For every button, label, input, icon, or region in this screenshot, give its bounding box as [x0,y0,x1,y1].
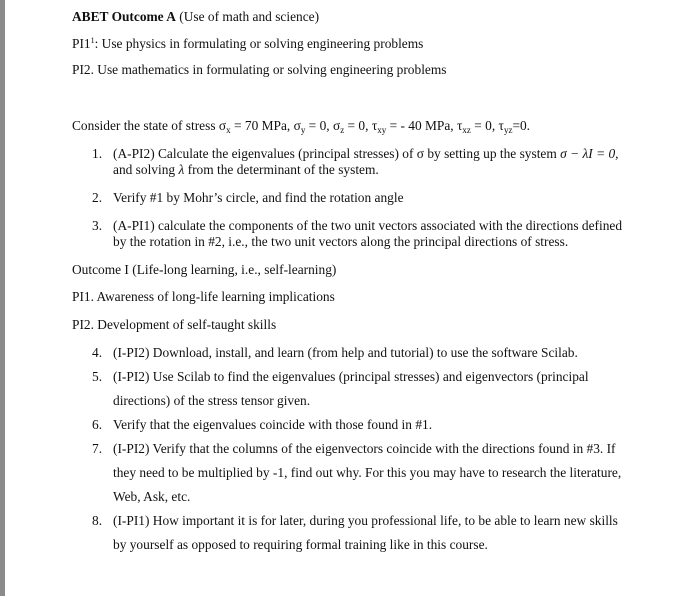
item-line: (I-PI2) Download, install, and learn (from help and tutorial) to use the software Scilab. [113,345,578,360]
item-number: 6. [92,417,103,432]
tau-xz-value: = 0, [470,118,499,133]
item-line: (I-PI2) Use Scilab to find the eigenvalues (principal stresses) and eigenvectors (principal [113,369,589,384]
tau-xz-sub: xz [462,125,471,135]
item-line: (I-PI2) Verify that the columns of the eigenvectors coincide with the directions found in #3. If [113,441,616,456]
item-number: 4. [92,345,103,360]
pi1-label: PI1 [72,36,91,51]
abet-outcome-a-heading [72,9,319,25]
sigma-x-value: = 70 MPa, [230,118,294,133]
item-line: Verify #1 by Mohr’s circle, and find the rotation angle [113,190,404,205]
sigma-x: σ [218,118,227,133]
pi1-text: : Use physics in formulating or solving engineering problems [94,36,424,51]
lambda-symbol: λ [178,162,185,177]
item-line [113,162,663,178]
page-edge-bar [0,0,5,596]
item-line: Web, Ask, etc. [113,489,191,504]
item-line: (I-PI1) How important it is for later, during you professional life, to be able to learn new skills [113,513,618,528]
heading-bold: ABET Outcome A [72,9,176,24]
item-number: 5. [92,369,103,384]
tau-xy-value: = - 40 MPa, [386,118,458,133]
item-line: they need to be multiplied by -1, find out why. For this you may have to research the literature, [113,465,622,480]
footnote-marker: 1 [90,36,95,45]
item-text: (A-PI2) Calculate the eigenvalues (principal stresses) of σ by setting up the system [113,146,561,161]
item-number: 2. [92,190,103,205]
tau-xy: τ [371,118,378,133]
sigma-x-sub: x [226,125,231,135]
item-number: 8. [92,513,103,528]
tau-yz: τ [498,118,504,133]
sigma-z-value: = 0, [344,118,372,133]
sigma-z-sub: z [340,125,345,135]
stress-state-statement [72,118,530,134]
tau-xy-sub: xy [377,125,387,135]
item-text: and solving [113,162,179,177]
item-line [113,146,663,162]
eigen-equation: σ − λI = 0, [560,146,619,161]
item-number: 1. [92,146,103,161]
item-line: Verify that the eigenvalues coincide with those found in #1. [113,417,433,432]
tau-yz-value: =0. [512,118,531,133]
outcome-a-pi1 [72,36,423,52]
item-number: 7. [92,441,103,456]
item-number: 3. [92,218,103,233]
item-line: by the rotation in #2, i.e., the two unit vectors along the principal directions of stress. [113,234,569,249]
sigma-y: σ [293,118,301,133]
tau-xz: τ [457,118,463,133]
item-text: from the determinant of the system. [184,162,379,177]
sigma-y-sub: y [300,125,306,135]
tau-yz-sub: yz [503,125,513,135]
item-line: directions) of the stress tensor given. [113,393,311,408]
item-line: by yourself as opposed to requiring formal training like in this course. [113,537,488,552]
sigma-y-value: = 0, [305,118,333,133]
item-line: (A-PI1) calculate the components of the two unit vectors associated with the directions defined [113,218,623,233]
outcome-a-pi2: PI2. Use mathematics in formulating or solving engineering problems [72,62,447,77]
outcome-i-heading: Outcome I (Life-long learning, i.e., self-learning) [72,262,337,277]
outcome-i-pi2: PI2. Development of self-taught skills [72,317,277,332]
heading-rest: (Use of math and science) [175,9,320,24]
sigma-z: σ [332,118,341,133]
stress-prefix: Consider the state of stress [72,118,219,133]
outcome-i-pi1: PI1. Awareness of long-life learning implications [72,289,335,304]
